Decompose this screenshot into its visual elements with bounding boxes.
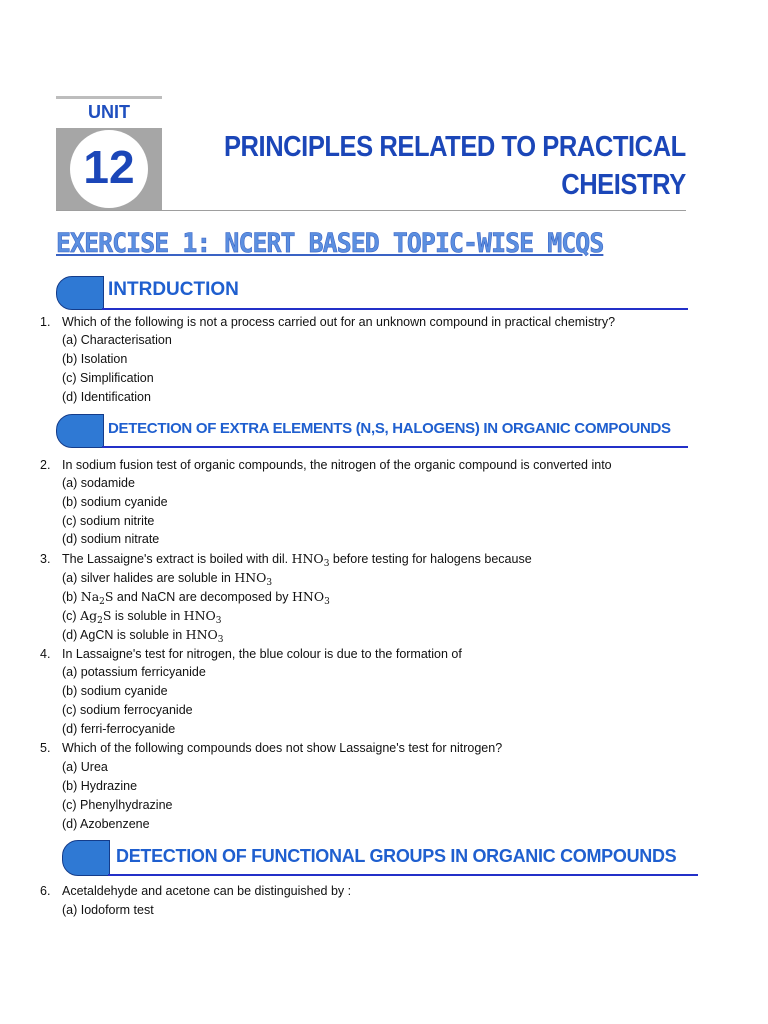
- badge-top-line: [56, 96, 162, 99]
- unit-number: 12: [83, 141, 135, 193]
- question-text: Which of the following compounds does not show Lassaigne's test for nitrogen?: [62, 741, 503, 755]
- question-number: 4.: [40, 647, 51, 661]
- unit-number-panel: [56, 128, 162, 210]
- option-5c: (c) Phenylhydrazine: [62, 798, 173, 812]
- option-6a: (a) Iodoform test: [62, 903, 154, 917]
- question-text: In Lassaigne's test for nitrogen, the blue colour is due to the formation of: [62, 647, 462, 661]
- question-number: 3.: [40, 552, 51, 566]
- chapter-title: [224, 128, 686, 204]
- formula-na2s: $Na_2S$: [80, 589, 114, 607]
- question-number: 5.: [40, 741, 51, 755]
- option-3a: (a) silver halides are soluble in $HNO_3$: [62, 570, 273, 588]
- option-2d: (d) sodium nitrate: [62, 532, 160, 546]
- section-heading: DETECTION OF EXTRA ELEMENTS (N,S, HALOGENS) IN ORGANIC COMPOUNDS: [108, 420, 671, 437]
- question-text: In sodium fusion test of organic compounds, the nitrogen of the organic compound is converted into: [62, 458, 612, 472]
- section-pill-icon: [62, 840, 110, 876]
- option-5d: (d) Azobenzene: [62, 817, 150, 831]
- option-2b: (b) sodium cyanide: [62, 495, 168, 509]
- question-3: [40, 549, 532, 569]
- question-number: 1.: [40, 315, 51, 329]
- question-5: [40, 739, 502, 758]
- question-text-post: before testing for halogens because: [329, 552, 532, 566]
- section-extra-elements: [56, 414, 688, 448]
- section-pill-icon: [56, 276, 104, 310]
- question-text: Which of the following is not a process carried out for an unknown compound in practical chemistry?: [62, 315, 616, 329]
- section-heading: DETECTION OF FUNCTIONAL GROUPS IN ORGANIC COMPOUNDS: [116, 846, 677, 866]
- formula-hno3: $HNO_3$: [291, 551, 330, 569]
- formula-hno3: $HNO_3$: [234, 570, 273, 588]
- option-5a: (a) Urea: [62, 760, 108, 774]
- question-number: 2.: [40, 458, 51, 472]
- section-rule: [102, 446, 688, 448]
- question-2: [40, 456, 612, 475]
- question-1: [40, 313, 615, 332]
- question-number: 6.: [40, 884, 51, 898]
- option-3b: (b) $Na_2S$ and NaCN are decomposed by $HNO_3$: [62, 589, 330, 607]
- question-text-pre: The Lassaigne's extract is boiled with dil.: [62, 552, 292, 566]
- formula-hno3: $HNO_3$: [185, 627, 224, 645]
- section-rule: [108, 874, 698, 876]
- option-3c: (c) $Ag_2S$ is soluble in $HNO_3$: [62, 608, 222, 626]
- option-3d: (d) AgCN is soluble in $HNO_3$: [62, 627, 224, 645]
- section-pill-icon: [56, 414, 104, 448]
- section-introduction: [56, 276, 688, 310]
- option-1d: (d) Identification: [62, 390, 151, 404]
- option-4b: (b) sodium cyanide: [62, 684, 168, 698]
- option-5b: (b) Hydrazine: [62, 779, 138, 793]
- unit-label: UNIT: [88, 102, 130, 122]
- option-1a: (a) Characterisation: [62, 333, 172, 347]
- question-4: [40, 645, 462, 664]
- formula-hno3: $HNO_3$: [292, 589, 330, 607]
- unit-badge: [56, 96, 162, 210]
- option-2a: (a) sodamide: [62, 476, 135, 490]
- title-divider: [56, 210, 686, 211]
- option-1b: (b) Isolation: [62, 352, 128, 366]
- section-heading: INTRDUCTION: [108, 279, 239, 300]
- question-text: Acetaldehyde and acetone can be distinguished by :: [62, 884, 352, 898]
- chapter-title-line2: CHEISTRY: [561, 169, 686, 201]
- question-6: [40, 882, 351, 901]
- option-1c: (c) Simplification: [62, 371, 154, 385]
- option-4d: (d) ferri-ferrocyanide: [62, 722, 176, 736]
- section-functional-groups: [62, 840, 698, 876]
- formula-hno3: $HNO_3$: [183, 608, 222, 626]
- exercise-heading: EXERCISE 1: NCERT BASED TOPIC-WISE MCQS: [56, 228, 604, 259]
- option-2c: (c) sodium nitrite: [62, 514, 155, 528]
- formula-ag2s: $Ag_2S$: [80, 608, 112, 626]
- option-4c: (c) sodium ferrocyanide: [62, 703, 193, 717]
- chapter-title-line1: PRINCIPLES RELATED TO PRACTICAL: [224, 131, 686, 163]
- section-rule: [102, 308, 688, 310]
- option-4a: (a) potassium ferricyanide: [62, 665, 206, 679]
